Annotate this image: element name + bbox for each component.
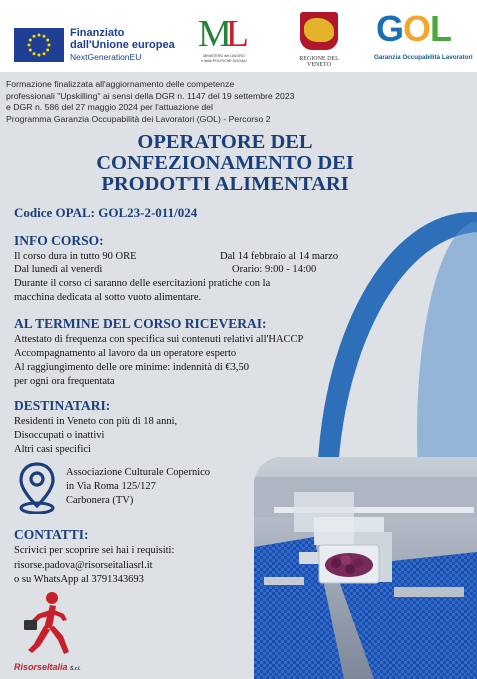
info-duration: Il corso dura in tutto 90 ORE xyxy=(14,251,137,262)
info-heading: INFO CORSO: xyxy=(14,233,104,248)
info-hours: Orario: 9:00 - 14:00 xyxy=(232,264,317,275)
eu-line-2: dall'Unione europea xyxy=(70,39,175,51)
outcomes-heading: AL TERMINE DEL CORSO RICEVERAI: xyxy=(14,316,267,331)
contact-whatsapp-link[interactable]: o su WhatsApp al 3791343693 xyxy=(14,574,144,585)
location-city: Carbonera (TV) xyxy=(66,495,134,506)
info-note-line-2: macchina dedicata al sotto vuoto alimentare. xyxy=(14,292,202,303)
title-line: OPERATORE DEL xyxy=(137,131,313,153)
recipient-item: Disoccupati o inattivi xyxy=(14,430,105,441)
intro-line: Programma Garanzia Occupabilità dei Lavoratori (GOL) - Percorso 2 xyxy=(6,113,271,124)
gol-logo: GOL Garanzia Occupabilità Lavoratori xyxy=(374,8,473,61)
region-caption: REGIONE DEL VENETO xyxy=(299,56,339,68)
recipient-item: Altri casi specifici xyxy=(14,444,91,455)
course-code: Codice OPAL: GOL23-2-011/024 xyxy=(14,205,198,220)
contacts-heading: CONTATTI: xyxy=(14,527,89,542)
intro-line: e DGR n. 586 del 27 maggio 2024 per l'attuazione del xyxy=(6,102,213,112)
ministry-caption-2: e delle POLITICHE SOCIALI xyxy=(201,58,247,63)
eu-funding-logo xyxy=(70,27,175,63)
title-line: CONFEZIONAMENTO DEI xyxy=(96,152,354,174)
risorse-italia-logo xyxy=(14,662,81,672)
intro-line: professionali "Upskilling" ai sensi della DGR n. 1147 del 19 settembre 2023 xyxy=(6,90,295,101)
recipient-item: Residenti in Veneto con più di 18 anni, xyxy=(14,416,178,427)
outcome-item: Attestato di frequenza con specifica sui contenuti relativi all'HACCP xyxy=(14,334,304,345)
gol-caption: Garanzia Occupabilità Lavoratori xyxy=(374,54,473,61)
eu-flag-icon xyxy=(14,28,64,62)
eu-line-1: Finanziato xyxy=(70,27,125,39)
outcome-item: per ogni ora frequentata xyxy=(14,376,115,387)
title-line: PRODOTTI ALIMENTARI xyxy=(101,173,349,195)
contacts-intro: Scrivici per scoprire sei hai i requisiti: xyxy=(14,545,175,556)
info-note-line-1: Durante il corso ci saranno delle esercitazioni pratiche con la xyxy=(14,278,271,289)
ministry-logo: ML MINISTERO del LAVORO e delle POLITICHE SOCIALI xyxy=(194,14,254,66)
outcome-item: Al raggiungimento delle ore minime: indennità di €3,50 xyxy=(14,362,250,373)
intro-text xyxy=(6,79,366,125)
recipients-heading: DESTINATARI: xyxy=(14,398,111,413)
eu-line-3: NextGenerationEU xyxy=(70,52,142,62)
contact-email-link[interactable]: risorse.padova@risorseitaliasrl.it xyxy=(14,560,153,571)
location-pin-icon xyxy=(18,462,56,514)
brand-name: RisorseItalia xyxy=(14,662,68,672)
running-man-icon xyxy=(22,590,74,662)
outcome-item: Accompagnamento al lavoro da un operatore esperto xyxy=(14,348,237,359)
location-address xyxy=(66,466,210,508)
brand-suffix: S.r.l. xyxy=(70,666,81,672)
location-name: Associazione Culturale Copernico xyxy=(66,467,211,478)
location-street: in Via Roma 125/127 xyxy=(66,481,156,492)
logo-bar xyxy=(0,0,477,72)
info-dates: Dal 14 febbraio al 14 marzo xyxy=(220,251,339,262)
ministry-caption-1: MINISTERO del LAVORO xyxy=(203,54,245,58)
intro-line: Formazione finalizzata all'aggiornamento delle competenze xyxy=(6,79,235,89)
region-veneto-logo xyxy=(290,12,348,68)
packaging-line-photo xyxy=(254,457,477,679)
info-days: Dal lunedì al venerdì xyxy=(14,264,103,275)
course-title xyxy=(20,132,430,195)
